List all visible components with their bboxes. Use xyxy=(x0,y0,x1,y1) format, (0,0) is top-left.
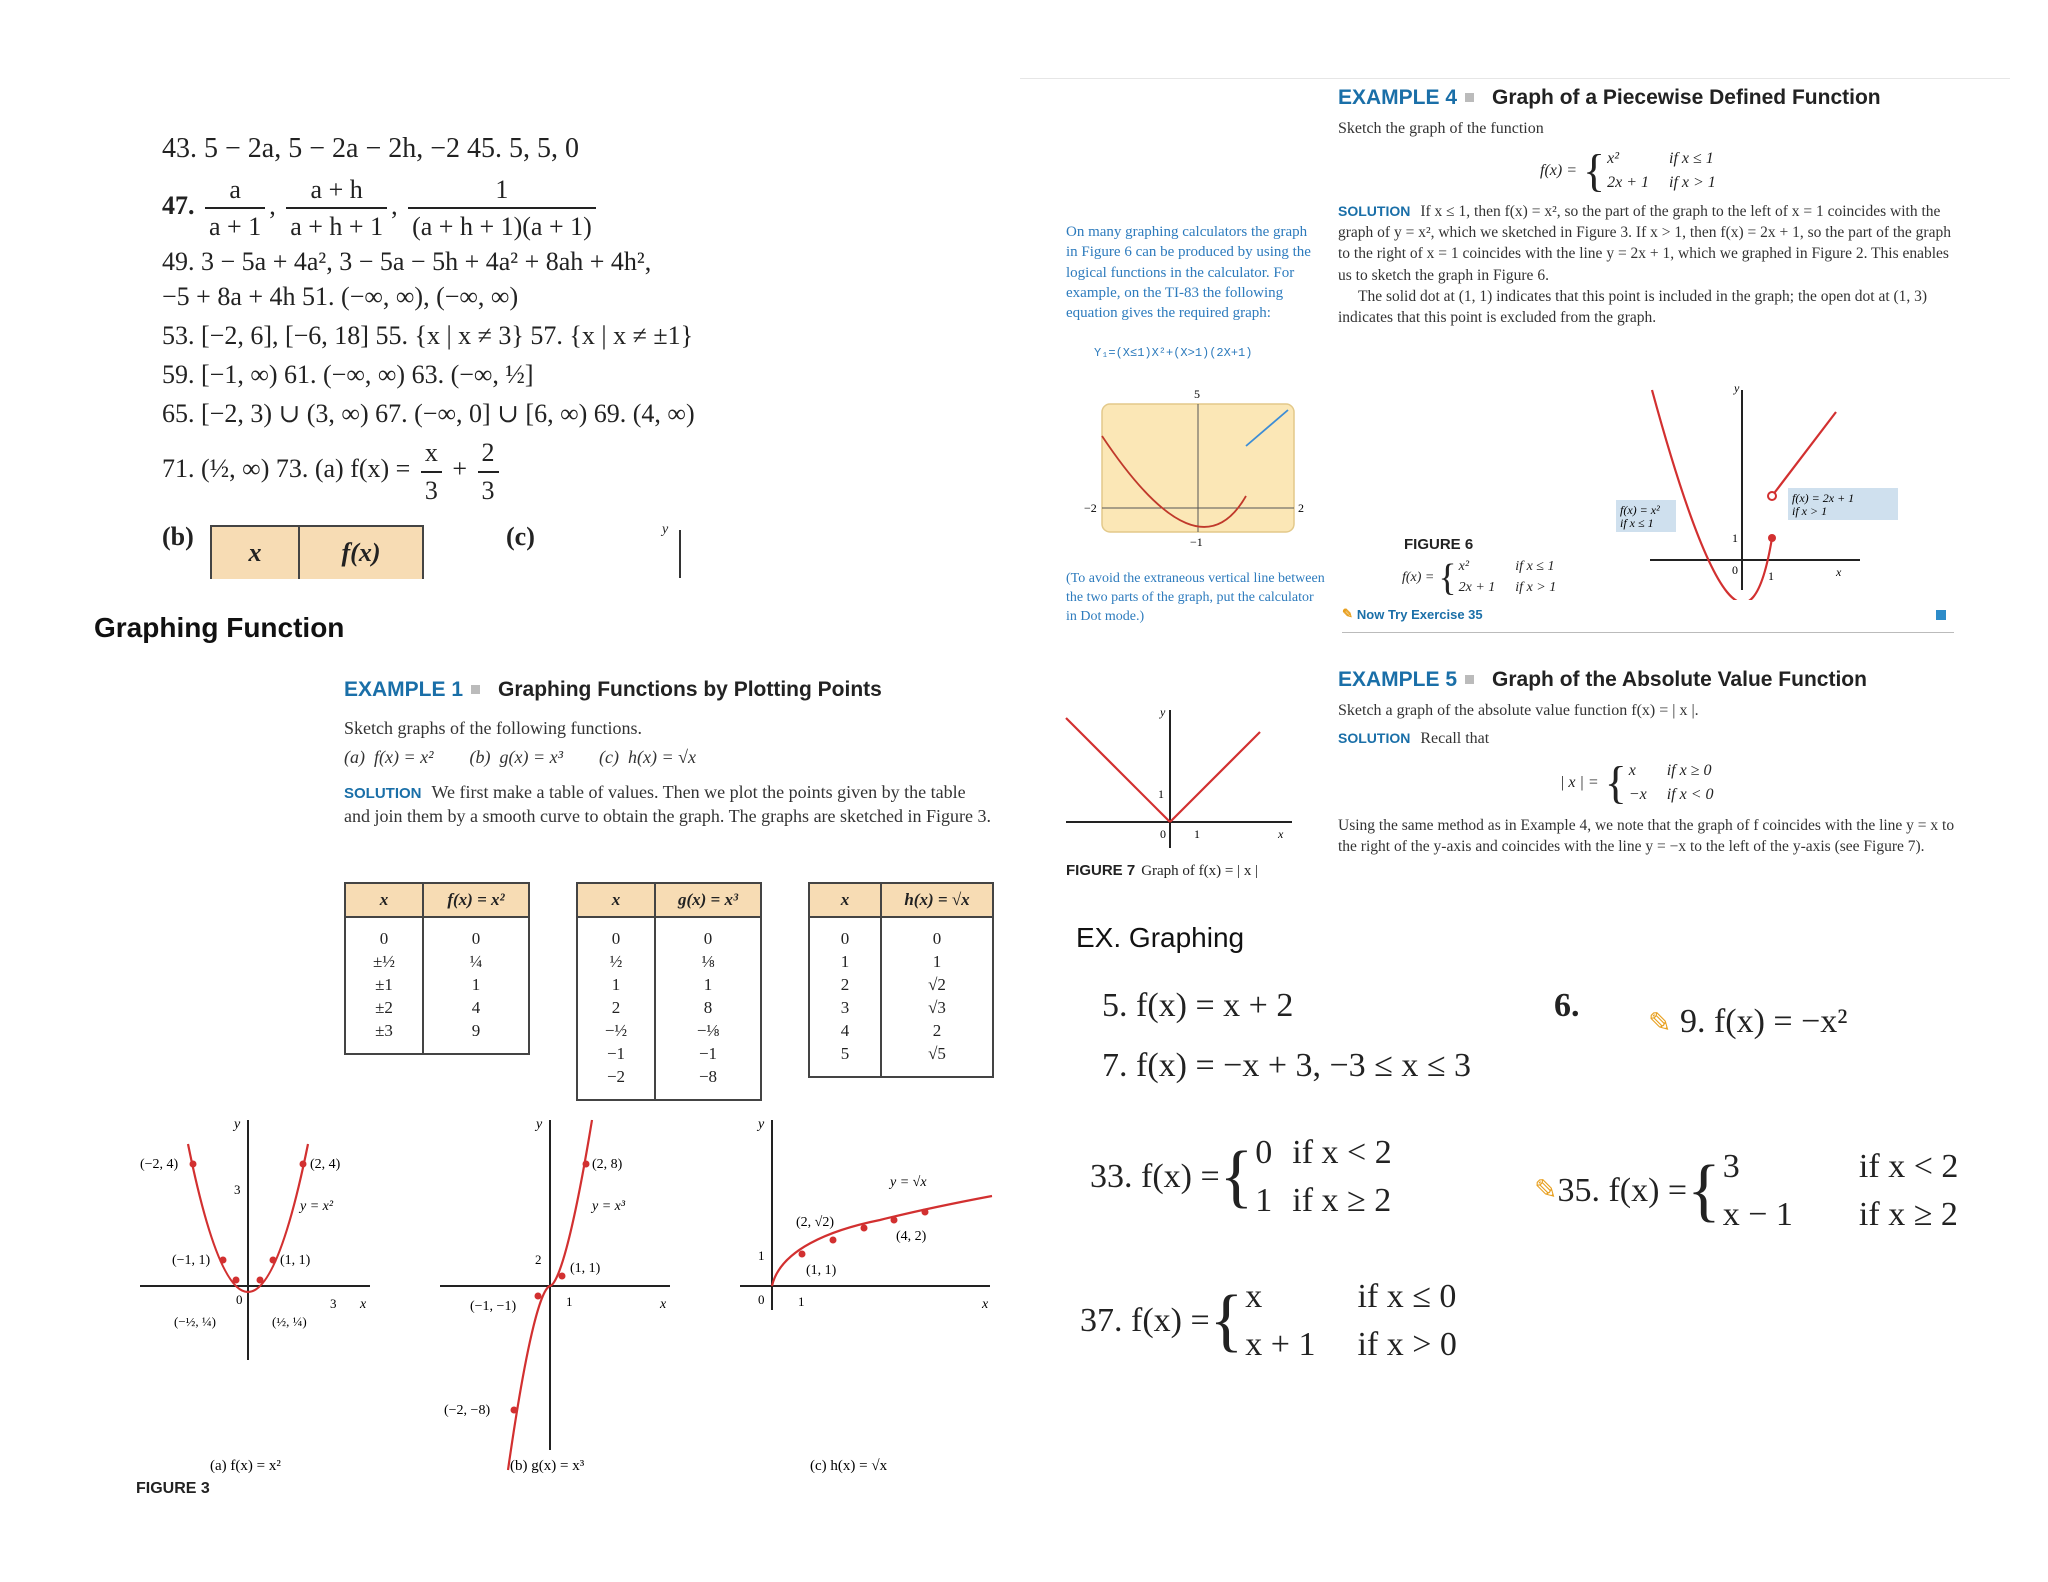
label: y xyxy=(758,1117,765,1132)
exercise-9-row xyxy=(1648,1000,1847,1044)
exercise-9: 9. f(x) = −x² xyxy=(1679,1003,1848,1040)
callout-text: f(x) = 2x + 1 if x > 1 xyxy=(1792,491,1855,518)
table-column xyxy=(655,917,761,1100)
label: (1, 1) xyxy=(280,1253,311,1268)
tick: 1 xyxy=(1194,827,1200,841)
table-cell: √5 xyxy=(928,1043,946,1063)
exercise-5: 5. f(x) = x + 2 xyxy=(1102,987,1294,1024)
figure6-graph xyxy=(1610,380,1910,600)
case-condition: if x > 1 xyxy=(1669,173,1716,191)
example5-heading xyxy=(1338,668,1968,692)
example4-title: Graph of a Piecewise Defined Function xyxy=(1492,86,1881,109)
example5-solution-label: SOLUTION xyxy=(1338,730,1411,747)
answer-line-49b: −5 + 8a + 4h 51. (−∞, ∞), (−∞, ∞) xyxy=(162,282,519,312)
case-condition: if x < 0 xyxy=(1666,785,1714,803)
example1-solution xyxy=(344,780,994,830)
example5-title: Graph of the Absolute Value Function xyxy=(1492,668,1867,691)
answer-73-frac2 xyxy=(478,435,499,507)
case-value: x xyxy=(1245,1278,1263,1315)
label: (−2, −8) xyxy=(444,1403,491,1418)
line-neg-x xyxy=(1066,718,1170,822)
curve-x-squared xyxy=(1652,390,1772,600)
frac-den: a + 1 xyxy=(209,211,262,241)
frac-num: 2 xyxy=(478,435,499,472)
exercise-33-lead: 33. f(x) = xyxy=(1090,1157,1220,1195)
example1-intro: Sketch graphs of the following functions. xyxy=(344,718,642,738)
caption: (c) h(x) = √x xyxy=(810,1458,888,1474)
heading-square-icon xyxy=(471,685,480,694)
example4-block xyxy=(1338,86,1958,328)
label: 1 xyxy=(758,1248,765,1263)
point xyxy=(257,1277,264,1284)
point xyxy=(891,1217,898,1224)
point xyxy=(220,1257,227,1264)
table-cell: 0 xyxy=(379,929,389,948)
answer-line-43: 43. 5 − 2a, 5 − 2a − 2h, −2 45. 5, 5, 0 xyxy=(162,133,580,164)
example4-function xyxy=(1540,146,1958,195)
label: 0 xyxy=(236,1292,243,1307)
case-condition: if x ≥ 2 xyxy=(1858,1195,1958,1233)
case-value: 2x + 1 xyxy=(1458,579,1496,595)
label: 3 xyxy=(234,1182,241,1197)
frac-den: (a + h + 1)(a + 1) xyxy=(412,211,592,241)
frac-den: 3 xyxy=(424,475,438,505)
table-cell: 9 xyxy=(471,1020,481,1040)
answer-47-number: 47. xyxy=(162,190,195,220)
table-cell: −1 xyxy=(606,1043,626,1063)
case-value: x − 1 xyxy=(1722,1195,1793,1233)
example1-heading xyxy=(344,678,994,702)
table-column xyxy=(345,917,423,1054)
example5-recall-text: Recall that xyxy=(1420,730,1490,748)
caption: (a) f(x) = x² xyxy=(210,1458,281,1474)
point xyxy=(830,1237,837,1244)
exercise-35 xyxy=(1534,1142,1978,1240)
label: (−2, 4) xyxy=(140,1157,179,1172)
figure3-label: FIGURE 3 xyxy=(136,1480,210,1497)
example4-heading xyxy=(1338,86,1958,110)
table-cell: 2 xyxy=(932,1020,942,1040)
abs-label: | x | = xyxy=(1560,773,1599,791)
tick: 2 xyxy=(1298,501,1304,515)
piecewise-cases xyxy=(1627,758,1734,807)
table-cell: ±½ xyxy=(372,951,396,971)
table-cell: 4 xyxy=(471,997,481,1017)
brace: { xyxy=(1604,756,1627,808)
answer-47-frac3 xyxy=(408,172,596,244)
table-cell: 0 xyxy=(611,929,621,948)
table-header: x xyxy=(809,883,881,917)
case-value: x xyxy=(1628,762,1636,780)
frac-den: a + h + 1 xyxy=(290,211,384,241)
label: (−1, 1) xyxy=(172,1253,211,1268)
figure6-function xyxy=(1402,556,1576,600)
brace: { xyxy=(1438,556,1457,599)
value-table-sqrt xyxy=(808,882,994,1078)
table-cell: −2 xyxy=(606,1066,626,1086)
table-header-fx: f(x) xyxy=(341,538,381,567)
label: x xyxy=(660,1297,667,1312)
answer-47-frac2 xyxy=(286,172,387,244)
table-cell: 1 xyxy=(471,974,481,994)
answer-47-frac1 xyxy=(205,172,265,244)
label: 3 xyxy=(330,1296,337,1311)
figure7-graph xyxy=(1060,700,1300,860)
figure7-caption-text: Graph of f(x) = | x | xyxy=(1141,863,1259,879)
table-cell: 4 xyxy=(840,1020,850,1040)
case-condition: if x ≤ 1 xyxy=(1669,150,1714,168)
table-cell: 5 xyxy=(840,1043,850,1063)
case-value: 0 xyxy=(1255,1134,1273,1171)
example1-solution-text: We first make a table of values. Then we plot the points given by the table and join them by a smooth curve to obtain the graph. The graphs are sketched in Figure 3. xyxy=(344,781,992,827)
brace: { xyxy=(1583,144,1606,196)
table-cell: 2 xyxy=(611,997,621,1017)
table-cell: −⅛ xyxy=(696,1020,720,1040)
piecewise-cases xyxy=(1605,146,1736,195)
label: (½, ¼) xyxy=(272,1314,307,1329)
case-value: x² xyxy=(1607,150,1619,168)
exercise-37-lead: 37. f(x) = xyxy=(1080,1301,1210,1339)
label: (−1, −1) xyxy=(470,1299,517,1314)
figure7-caption xyxy=(1066,862,1258,880)
calculator-side-note: On many graphing calculators the graph in Figure 6 can be produced by using the logical functions in the calculator. For example, on the TI-83 the following equation gives the required graph: xyxy=(1066,224,1311,321)
table-header: x xyxy=(345,883,423,917)
section-heading-ex-graphing: EX. Graphing xyxy=(1076,922,1245,953)
table-cell: 0 xyxy=(703,929,713,948)
case-value: −x xyxy=(1628,785,1647,803)
table-cell: −½ xyxy=(604,1020,628,1040)
case-condition: if x ≥ 0 xyxy=(1666,762,1712,780)
tick: 0 xyxy=(1160,827,1166,841)
case-value: 3 xyxy=(1722,1148,1740,1185)
table-header: x xyxy=(577,883,655,917)
label: 1 xyxy=(566,1294,573,1309)
answer-c-axis xyxy=(679,530,681,578)
example1-title: Graphing Functions by Plotting Points xyxy=(498,678,882,701)
calculator-side-note2: (To avoid the extraneous vertical line between the two parts of the graph, put the calculator in Dot mode.) xyxy=(1066,571,1325,624)
table-cell: 0 xyxy=(840,929,850,948)
example5-abs-def xyxy=(1560,758,1968,807)
table-cell: ±1 xyxy=(375,974,393,994)
tick: 5 xyxy=(1194,387,1200,401)
example1-solution-label: SOLUTION xyxy=(344,784,422,802)
exercise-6: 6. xyxy=(1554,987,1580,1024)
axis-label: y xyxy=(1160,705,1166,719)
fx-label: f(x) = xyxy=(1540,161,1577,179)
graph-square xyxy=(140,1117,370,1360)
tick: 1 xyxy=(1768,569,1774,583)
answer-line-53: 53. [−2, 6], [−6, 18] 55. {x | x ≠ 3} 57. {x | x ≠ ±1} xyxy=(162,321,694,351)
table-cell: √3 xyxy=(928,997,946,1017)
answer-b-table xyxy=(210,525,424,579)
frac-den: 3 xyxy=(481,475,495,505)
tick: 0 xyxy=(1732,563,1738,577)
case-condition: if x ≤ 1 xyxy=(1515,559,1555,574)
table-column xyxy=(577,917,655,1100)
case-value: x + 1 xyxy=(1245,1325,1316,1363)
piecewise-cases xyxy=(1457,556,1577,600)
answer-line-47: 47. $\frac{a}{a + 1}$ , $\frac{a + h}{a + h + 1}$ , $\frac{1}{(a + h + 1)(a + 1)}$ xyxy=(162,172,862,244)
label: 2 xyxy=(535,1252,542,1267)
line-2x-plus-1 xyxy=(1772,412,1836,496)
now-try-row xyxy=(1342,606,1483,622)
example1-label: EXAMPLE 1 xyxy=(344,678,464,701)
answer-73-plus: + xyxy=(452,454,468,484)
heading-square-icon xyxy=(1465,93,1474,102)
example4-solution xyxy=(1338,201,1958,285)
case-condition: if x < 2 xyxy=(1858,1148,1959,1185)
label: y = x³ xyxy=(592,1199,626,1214)
calculator-equation: Y₁=(X≤1)X²+(X>1)(2X+1) xyxy=(1094,346,1253,360)
example4-intro: Sketch the graph of the function xyxy=(1338,120,1544,137)
figure7-label: FIGURE 7 xyxy=(1066,862,1136,879)
table-column xyxy=(809,917,881,1077)
label: (1, 1) xyxy=(806,1263,837,1278)
exercise-37 xyxy=(1080,1272,1477,1370)
example4-solution-text: If x ≤ 1, then f(x) = x², so the part of the graph to the left of x = 1 coincides with the graph of y = x², which we sketched in Figure 3. If x > 1, then f(x) = 2x + 1, so the part of the graph to the right of x = 1 coincides with the line y = 2x + 1, which we graphed in Figure 2. This enables us to sketch the graph in Figure 6. xyxy=(1338,203,1951,284)
pencil-icon: ✎ xyxy=(1534,1174,1558,1206)
open-dot xyxy=(1768,492,1776,500)
calculator-graph xyxy=(1080,384,1320,554)
table-cell: 8 xyxy=(703,997,713,1017)
point xyxy=(270,1257,277,1264)
table-cell: 1 xyxy=(703,974,713,994)
example5-block xyxy=(1338,668,1968,858)
table-cell: √2 xyxy=(928,974,946,994)
example4-divider xyxy=(1342,632,1954,633)
table-cell: ±3 xyxy=(375,1020,393,1040)
callout-text: f(x) = x² if x ≤ 1 xyxy=(1620,503,1660,530)
point xyxy=(861,1225,868,1232)
label: (2, 8) xyxy=(592,1157,623,1172)
point xyxy=(190,1161,197,1168)
answer-line-49: 49. 3 − 5a + 4a², 3 − 5a − 5h + 4a² + 8ah + 4h², xyxy=(162,246,652,276)
example5-label: EXAMPLE 5 xyxy=(1338,668,1458,691)
table-cell: 1 xyxy=(840,951,850,971)
point xyxy=(300,1161,307,1168)
fx-label: f(x) = xyxy=(1402,569,1435,585)
example4-solution2: The solid dot at (1, 1) indicates that this point is included in the graph; the open dot at (1, 3) indicates that this point is excluded from the graph. xyxy=(1338,287,1928,326)
label: y xyxy=(234,1117,241,1132)
case-value: 2x + 1 xyxy=(1607,173,1649,191)
point xyxy=(511,1407,518,1414)
case-condition: if x < 2 xyxy=(1292,1134,1392,1171)
frac-num: 1 xyxy=(408,172,596,209)
table-cell: ±2 xyxy=(375,997,393,1017)
curve-sqrt xyxy=(772,1196,992,1286)
table-column xyxy=(881,917,993,1077)
line-x xyxy=(1170,732,1260,822)
frac-num: a + h xyxy=(286,172,387,209)
label: y = x² xyxy=(300,1199,334,1214)
answer-line-65: 65. [−2, 3) ∪ (3, ∞) 67. (−∞, 0] ∪ [6, ∞) 69. (4, ∞) xyxy=(162,399,695,429)
answer-c-y-label: y xyxy=(662,522,669,537)
caption: (b) g(x) = x³ xyxy=(510,1458,585,1474)
table-header: f(x) = x² xyxy=(423,883,529,917)
label: x xyxy=(360,1297,367,1312)
tick: −1 xyxy=(1190,535,1203,549)
case-condition: if x > 1 xyxy=(1515,579,1557,595)
label: x xyxy=(982,1297,989,1312)
table-cell: 3 xyxy=(840,997,850,1017)
tick: −2 xyxy=(1084,501,1097,515)
axis-label: x xyxy=(1278,827,1284,841)
figure3-graphs xyxy=(130,1110,1010,1510)
tick: 1 xyxy=(1732,531,1738,545)
pencil-icon: ✎ xyxy=(1342,606,1353,621)
answer-line-59: 59. [−1, ∞) 61. (−∞, ∞) 63. (−∞, ½] xyxy=(162,360,534,390)
table-header: g(x) = x³ xyxy=(655,883,761,917)
point xyxy=(233,1277,240,1284)
point xyxy=(583,1161,590,1168)
case-condition: if x > 0 xyxy=(1357,1325,1457,1363)
exercise-35-lead: 35. f(x) = xyxy=(1557,1171,1688,1209)
label: 0 xyxy=(758,1292,765,1307)
answer-71-text: 71. (½, ∞) 73. (a) f(x) = xyxy=(162,454,411,484)
point xyxy=(559,1273,566,1280)
example4-label: EXAMPLE 4 xyxy=(1338,86,1458,109)
brace: { xyxy=(1219,1137,1254,1215)
case-value: 1 xyxy=(1255,1181,1273,1219)
axis-label: y xyxy=(1734,381,1740,395)
now-try-link[interactable]: Now Try Exercise 35 xyxy=(1356,606,1483,622)
tick: 1 xyxy=(1158,787,1164,801)
answer-c-label: (c) xyxy=(506,522,535,551)
exercise-33 xyxy=(1090,1128,1412,1226)
table-header: h(x) = √x xyxy=(881,883,993,917)
axis-label: x xyxy=(1836,565,1842,579)
answers-block xyxy=(162,130,862,508)
table-cell: ⅛ xyxy=(701,951,715,971)
frac-num: a xyxy=(205,172,265,209)
label: (2, 4) xyxy=(310,1157,341,1172)
example1-block xyxy=(344,678,994,829)
piecewise-cases xyxy=(1253,1128,1411,1226)
case-condition: if x ≥ 2 xyxy=(1292,1181,1392,1219)
table-header-x: x xyxy=(212,527,300,579)
point xyxy=(535,1293,542,1300)
graph-sqrt xyxy=(740,1117,992,1312)
answer-line-71 xyxy=(162,435,862,507)
exercise-7: 7. f(x) = −x + 3, −3 ≤ x ≤ 3 xyxy=(1102,1047,1471,1084)
table-cell: 2 xyxy=(840,974,850,994)
piecewise-cases xyxy=(1243,1272,1477,1370)
answer-73-frac1 xyxy=(421,435,442,507)
label: y xyxy=(536,1117,543,1132)
section-heading-graphing-function: Graphing Function xyxy=(94,612,345,643)
pencil-icon: ✎ xyxy=(1648,1008,1672,1039)
table-cell: ¼ xyxy=(469,951,483,971)
end-square-icon xyxy=(1936,610,1946,620)
label: y = √x xyxy=(890,1175,927,1190)
graph-cube xyxy=(440,1117,670,1470)
example5-intro: Sketch a graph of the absolute value function f(x) = | x |. xyxy=(1338,702,1699,719)
table-cell: −1 xyxy=(698,1043,718,1063)
answer-b-label: (b) xyxy=(162,522,194,551)
point xyxy=(799,1251,806,1258)
example5-solution2: Using the same method as in Example 4, we note that the graph of f coincides with the line y = x to the right of the y-axis and coincides with the line y = −x to the left of the y-axis (see Figure 7). xyxy=(1338,817,1955,856)
label: (1, 1) xyxy=(570,1261,601,1276)
table-cell: 1 xyxy=(611,974,621,994)
frac-num: x xyxy=(421,435,442,472)
label: (2, √2) xyxy=(796,1215,835,1230)
heading-square-icon xyxy=(1465,675,1474,684)
top-divider xyxy=(1020,78,2010,79)
example5-recall xyxy=(1338,728,1968,750)
table-cell: 0 xyxy=(932,929,942,948)
value-table-square xyxy=(344,882,530,1055)
figure6-label: FIGURE 6 xyxy=(1404,536,1474,553)
table-cell: 1 xyxy=(932,951,942,971)
value-table-cube xyxy=(576,882,762,1101)
example1-parts: (a) f(x) = x² (b) g(x) = x³ (c) h(x) = √x xyxy=(344,746,696,767)
label: 1 xyxy=(798,1294,805,1309)
example4-solution-label: SOLUTION xyxy=(1338,203,1411,220)
brace: { xyxy=(1687,1151,1721,1229)
label: (−½, ¼) xyxy=(174,1314,216,1329)
case-value: x² xyxy=(1458,559,1470,574)
label: (4, 2) xyxy=(896,1229,927,1244)
piecewise-cases xyxy=(1721,1142,1979,1240)
table-cell: −8 xyxy=(698,1066,718,1086)
table-cell: ½ xyxy=(609,951,623,971)
solid-dot xyxy=(1768,534,1776,542)
table-column xyxy=(423,917,529,1054)
case-condition: if x ≤ 0 xyxy=(1357,1278,1457,1315)
brace: { xyxy=(1209,1281,1244,1359)
point xyxy=(922,1209,929,1216)
table-cell: 0 xyxy=(471,929,481,948)
